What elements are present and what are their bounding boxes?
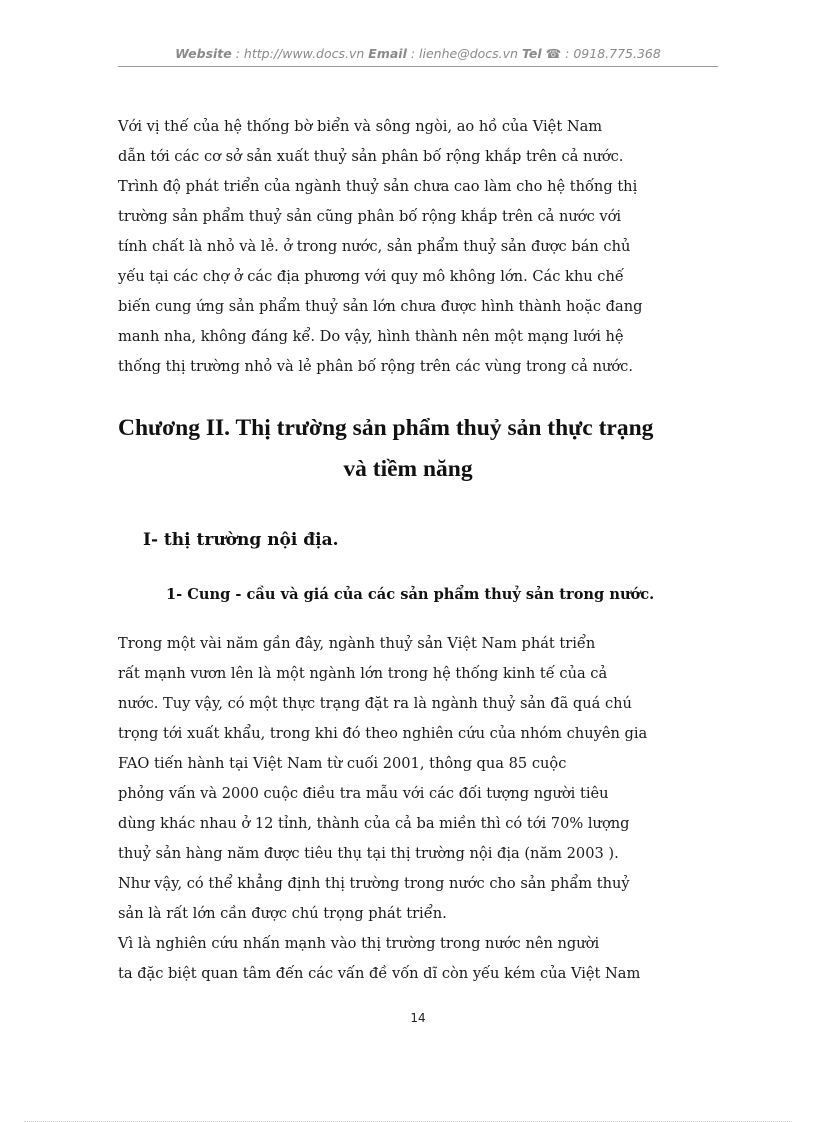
paragraph1-line: dẫn tới các cơ sở sản xuất thuỷ sản phân bố rộng khắp trên cả nước. — [118, 148, 624, 165]
page-header — [118, 46, 718, 61]
website-label: Website — [175, 46, 232, 61]
paragraph1-line: manh nha, không đáng kể. Do vậy, hình thành nên một mạng lưới hệ — [118, 328, 624, 345]
paragraph2-line: Như vậy, có thể khẳng định thị trường trong nước cho sản phẩm thuỷ — [118, 875, 630, 892]
website-url: : http://www.docs.vn — [231, 46, 369, 61]
paragraph2-line: ta đặc biệt quan tâm đến các vấn đề vốn dĩ còn yếu kém của Việt Nam — [118, 965, 641, 982]
subsection-heading: 1- Cung - cầu và giá của các sản phẩm thuỷ sản trong nước. — [166, 586, 655, 603]
paragraph2-line: thuỷ sản hàng năm được tiêu thụ tại thị trường nội địa (năm 2003 ). — [118, 845, 619, 862]
paragraph2-line: rất mạnh vươn lên là một ngành lớn trong hệ thống kinh tế của cả — [118, 665, 608, 682]
chapter-title-continued: và tiềm năng — [343, 456, 473, 482]
phone-number: ☎ : 0918.775.368 — [541, 46, 661, 61]
paragraph2-line: dùng khác nhau ở 12 tỉnh, thành của cả ba miền thì có tới 70% lượng — [118, 815, 630, 832]
paragraph2-line: Trong một vài năm gần đây, ngành thuỷ sản Việt Nam phát triển — [118, 635, 596, 652]
paragraph1-line: trường sản phẩm thuỷ sản cũng phân bố rộng khắp trên cả nước với — [118, 208, 622, 225]
email-label: Email — [368, 46, 407, 61]
email-address: : lienhe@docs.vn — [406, 46, 522, 61]
paragraph1-line: yếu tại các chợ ở các địa phương với quy mô không lớn. Các khu chế — [118, 268, 624, 285]
paragraph2-line: sản là rất lớn cần được chú trọng phát triển. — [118, 905, 447, 922]
page-number: 14 — [410, 1011, 426, 1025]
paragraph2-line: phỏng vấn và 2000 cuộc điều tra mẫu với các đối tượng người tiêu — [118, 785, 609, 802]
paragraph1-line: Trình độ phát triển của ngành thuỷ sản chưa cao làm cho hệ thống thị — [118, 178, 638, 195]
paragraph2-line: nước. Tuy vậy, có một thực trạng đặt ra là ngành thuỷ sản đã quá chú — [118, 695, 632, 712]
paragraph1-line: thống thị trường nhỏ và lẻ phân bố rộng trên các vùng trong cả nước. — [118, 358, 633, 375]
paragraph2-line: trọng tới xuất khẩu, trong khi đó theo nghiên cứu của nhóm chuyên gia — [118, 725, 648, 742]
section-heading: I- thị trường nội địa. — [143, 530, 339, 550]
page-bottom-divider — [24, 1121, 792, 1122]
paragraph1-line: tính chất là nhỏ và lẻ. ở trong nước, sản phẩm thuỷ sản được bán chủ — [118, 238, 631, 255]
chapter-title: Chương II. Thị trường sản phẩm thuỷ sản thực trạng — [118, 415, 654, 441]
paragraph1-line: Với vị thế của hệ thống bờ biển và sông ngòi, ao hồ của Việt Nam — [118, 118, 603, 135]
paragraph2-line: FAO tiến hành tại Việt Nam từ cuối 2001, thông qua 85 cuộc — [118, 755, 567, 772]
tel-label: Tel — [521, 46, 542, 61]
paragraph2-line: Vì là nghiên cứu nhấn mạnh vào thị trường trong nước nên người — [118, 935, 600, 952]
paragraph1-line: biến cung ứng sản phẩm thuỷ sản lớn chưa được hình thành hoặc đang — [118, 298, 643, 315]
header-divider — [118, 66, 718, 67]
